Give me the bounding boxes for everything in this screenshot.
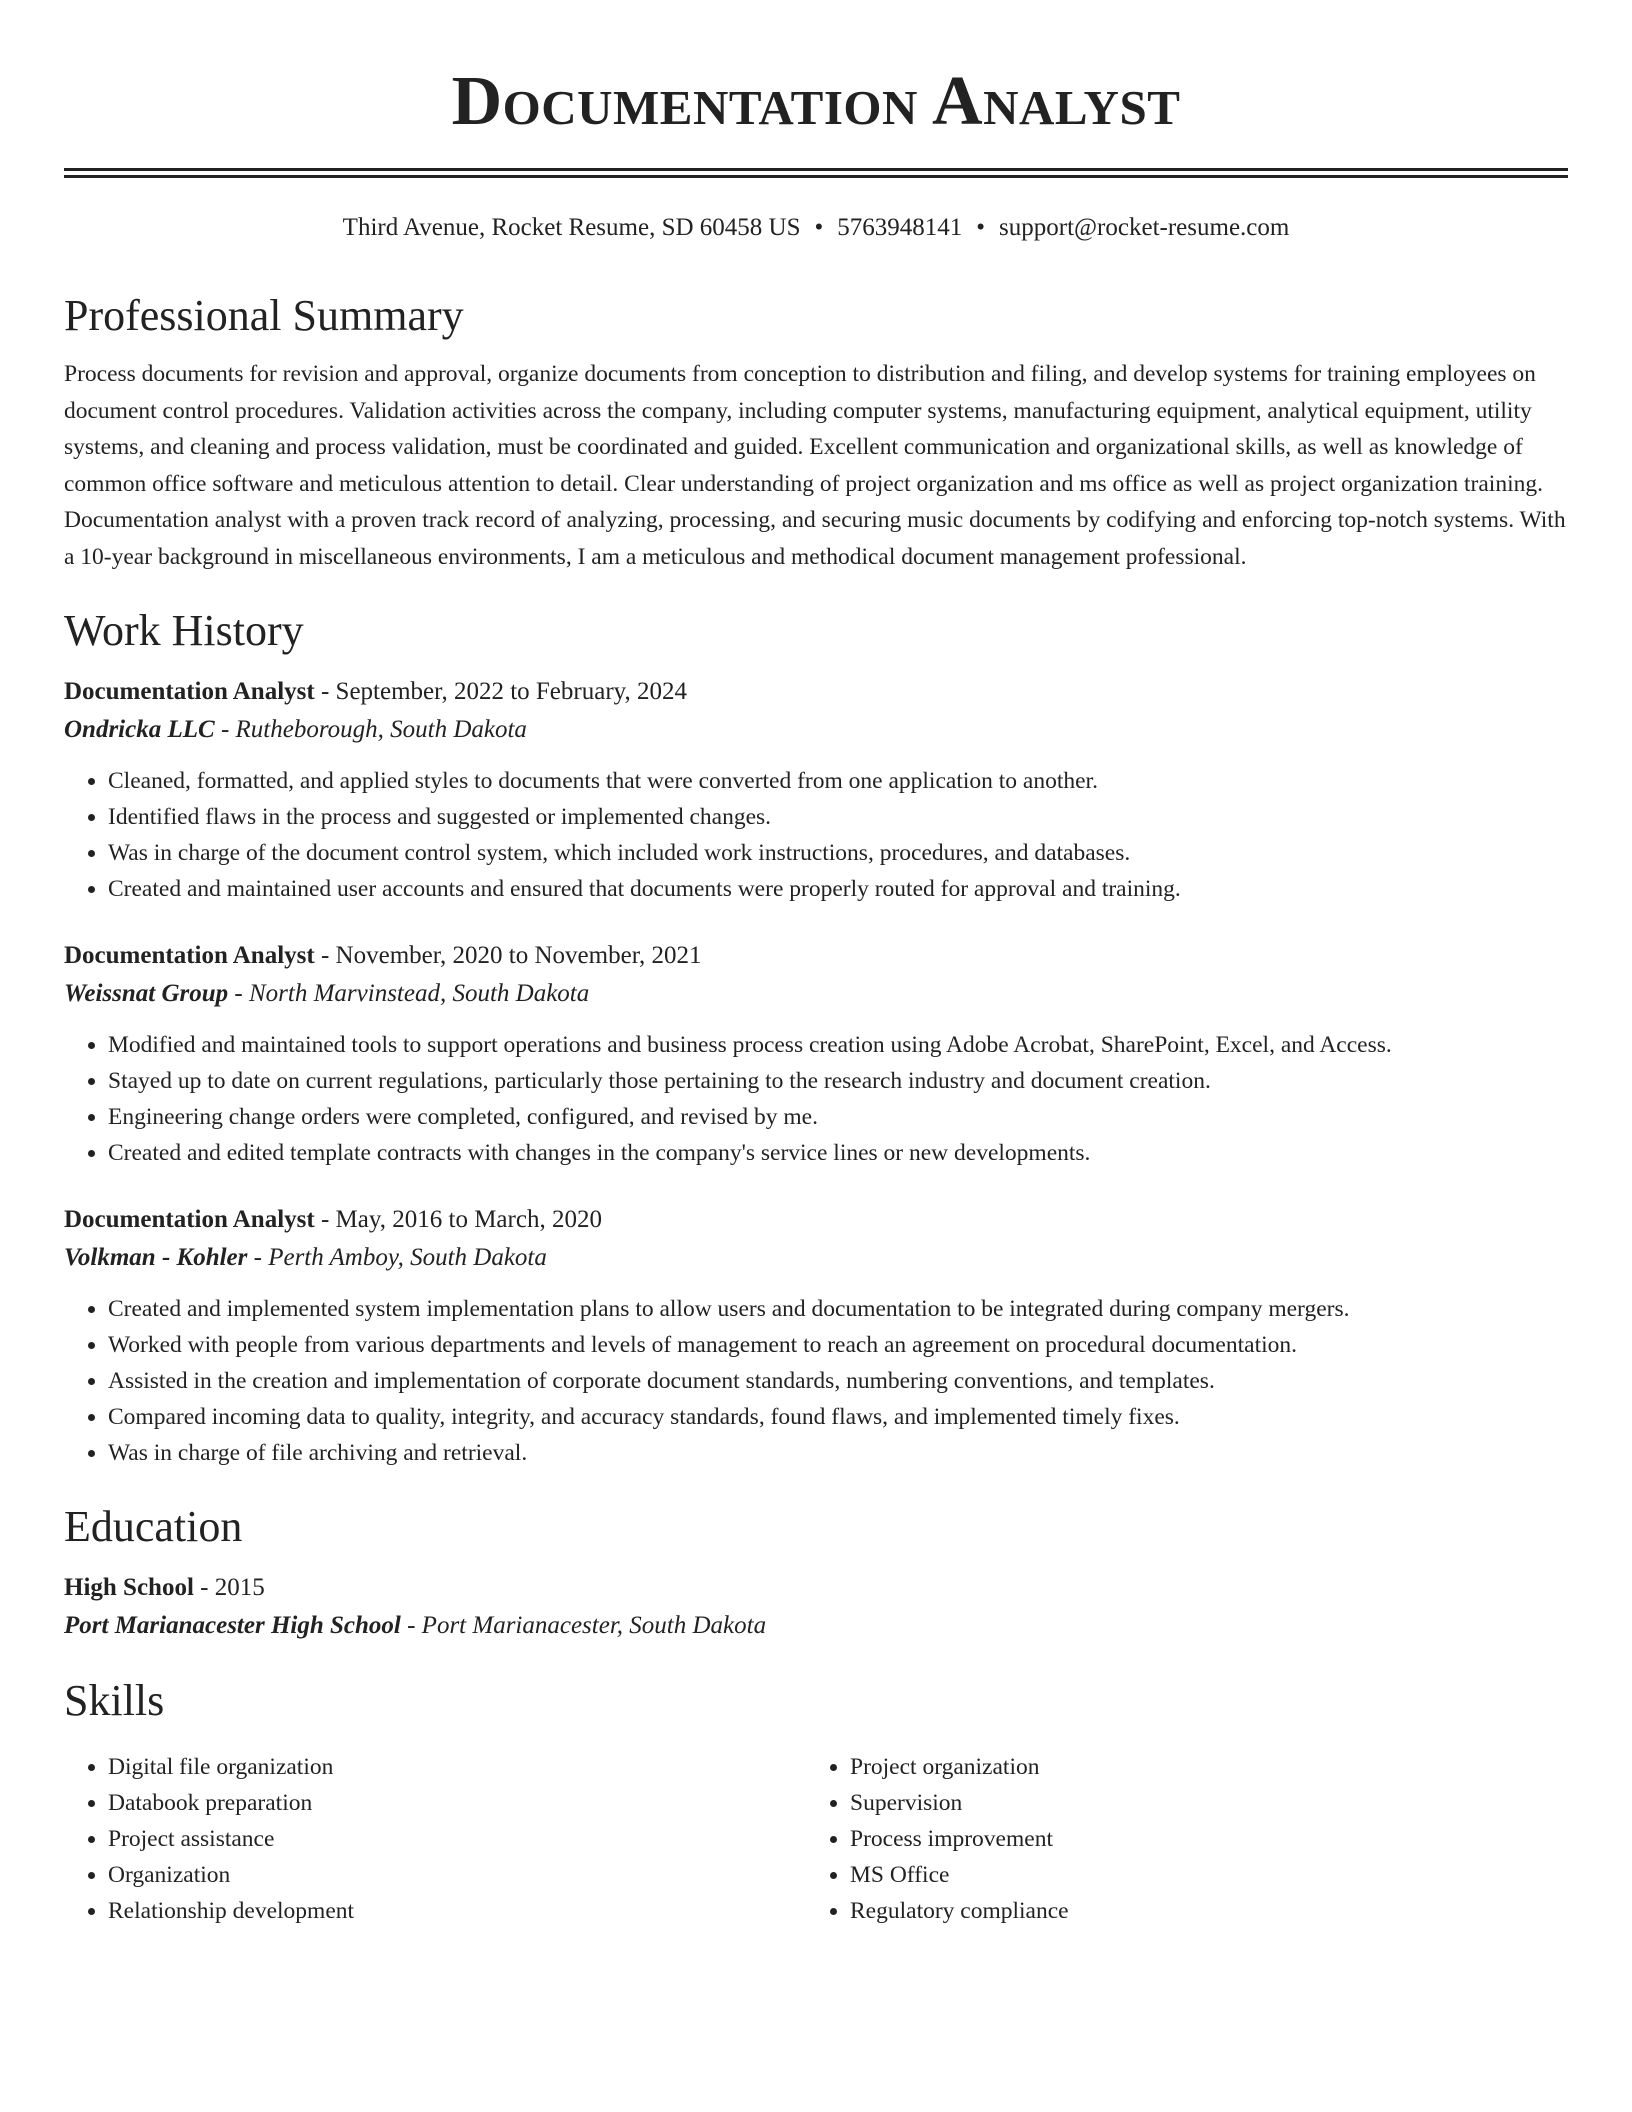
contact-separator: • bbox=[976, 214, 986, 241]
job-entry bbox=[64, 937, 1568, 1171]
list-item: • Created and implemented system implementation plans to allow users and documentation to be integrated during company mergers. bbox=[108, 1291, 1568, 1327]
list-item: • Organization bbox=[108, 1857, 806, 1893]
job-bullets bbox=[64, 1027, 1568, 1171]
job-dates: - November, 2020 to November, 2021 bbox=[314, 942, 702, 969]
list-item: • Identified flaws in the process and suggested or implemented changes. bbox=[108, 799, 1568, 835]
job-company-line bbox=[64, 711, 1568, 749]
list-item: • Databook preparation bbox=[108, 1785, 806, 1821]
section-title-education: Education bbox=[64, 1502, 243, 1551]
education-location: - Port Marianacester, South Dakota bbox=[400, 1612, 767, 1639]
job-dates: - September, 2022 to February, 2024 bbox=[314, 678, 688, 705]
list-item: • Relationship development bbox=[108, 1893, 806, 1929]
list-item: • Modified and maintained tools to support operations and business process creation using Adobe Acrobat, SharePoint, Excel, and Access. bbox=[108, 1027, 1568, 1063]
job-role: Documentation Analyst bbox=[64, 678, 315, 705]
list-item: • Digital file organization bbox=[108, 1749, 806, 1785]
header-divider bbox=[64, 168, 1568, 178]
job-role: Documentation Analyst bbox=[64, 1206, 315, 1233]
summary-text: Process documents for revision and approval, organize documents from conception to distribution and filing, and develop systems for training employees on document control procedures. Validation activities across the company, including computer systems, manufacturing equipment, analytical equipment, utility systems, and cleaning and process validation, must be coordinated and guided. Excellent communication and organizational skills, as well as knowledge of common office software and meticulous attention to detail. Clear understanding of project organization and ms office as well as project organization training. Documentation analyst with a proven track record of analyzing, processing, and securing music documents by codifying and enforcing top-notch systems. With a 10-year background in miscellaneous environments, I am a meticulous and methodical document management professional. bbox=[64, 361, 1566, 570]
job-location: - North Marvinstead, South Dakota bbox=[228, 980, 590, 1007]
list-item: • Assisted in the creation and implementation of corporate document standards, numbering conventions, and templates. bbox=[108, 1363, 1568, 1399]
list-item: • Compared incoming data to quality, integrity, and accuracy standards, found flaws, and implemented timely fixes. bbox=[108, 1399, 1568, 1435]
job-entry bbox=[64, 673, 1568, 907]
education-year: - 2015 bbox=[193, 1574, 265, 1601]
job-title-line bbox=[64, 673, 1568, 711]
education-entry bbox=[64, 1569, 1568, 1645]
skills-list bbox=[64, 1749, 806, 1929]
job-bullets bbox=[64, 763, 1568, 907]
contact-email[interactable]: support@rocket-resume.com bbox=[999, 214, 1290, 241]
job-role: Documentation Analyst bbox=[64, 942, 315, 969]
education-school: Port Marianacester High School bbox=[64, 1612, 401, 1639]
job-company: Weissnat Group bbox=[64, 980, 229, 1007]
education-degree: High School bbox=[64, 1574, 194, 1601]
skills-column-left bbox=[64, 1739, 806, 1929]
contact-separator: • bbox=[814, 214, 824, 241]
list-item: • Regulatory compliance bbox=[850, 1893, 1548, 1929]
list-item: • Created and maintained user accounts and ensured that documents were properly routed for approval and training. bbox=[108, 871, 1568, 907]
job-dates: - May, 2016 to March, 2020 bbox=[314, 1206, 602, 1233]
skills-list bbox=[806, 1749, 1548, 1929]
list-item: • Supervision bbox=[850, 1785, 1548, 1821]
section-title-summary: Professional Summary bbox=[64, 291, 464, 340]
education-degree-line bbox=[64, 1569, 1568, 1607]
skills-grid bbox=[64, 1739, 1568, 1929]
education-school-line bbox=[64, 1607, 1568, 1645]
skills-column-right bbox=[806, 1739, 1548, 1929]
list-item: • Worked with people from various departments and levels of management to reach an agreement on procedural documentation. bbox=[108, 1327, 1568, 1363]
list-item: • Project organization bbox=[850, 1749, 1548, 1785]
job-company-line bbox=[64, 1239, 1568, 1277]
list-item: • Process improvement bbox=[850, 1821, 1548, 1857]
job-bullets bbox=[64, 1291, 1568, 1471]
section-title-work-history: Work History bbox=[64, 606, 304, 655]
list-item: • Was in charge of file archiving and retrieval. bbox=[108, 1435, 1568, 1471]
list-item: • Project assistance bbox=[108, 1821, 806, 1857]
job-title-line bbox=[64, 937, 1568, 975]
job-company: Ondricka LLC bbox=[64, 716, 215, 743]
job-title-line bbox=[64, 1201, 1568, 1239]
resume-title: Documentation Analyst bbox=[451, 63, 1181, 140]
section-title-skills: Skills bbox=[64, 1676, 165, 1725]
list-item: • Created and edited template contracts with changes in the company's service lines or new developments. bbox=[108, 1135, 1568, 1171]
list-item: • Engineering change orders were completed, configured, and revised by me. bbox=[108, 1099, 1568, 1135]
job-company-line bbox=[64, 975, 1568, 1013]
job-company: Volkman - Kohler bbox=[64, 1244, 248, 1271]
contact-phone: 5763948141 bbox=[837, 214, 963, 241]
list-item: • Was in charge of the document control system, which included work instructions, procedures, and databases. bbox=[108, 835, 1568, 871]
list-item: • MS Office bbox=[850, 1857, 1548, 1893]
list-item: • Cleaned, formatted, and applied styles to documents that were converted from one application to another. bbox=[108, 763, 1568, 799]
contact-line bbox=[64, 212, 1568, 244]
job-location: - Perth Amboy, South Dakota bbox=[247, 1244, 547, 1271]
contact-address: Third Avenue, Rocket Resume, SD 60458 US bbox=[342, 214, 801, 241]
job-entry bbox=[64, 1201, 1568, 1471]
list-item: • Stayed up to date on current regulations, particularly those pertaining to the research industry and document creation. bbox=[108, 1063, 1568, 1099]
job-location: - Rutheborough, South Dakota bbox=[214, 716, 527, 743]
